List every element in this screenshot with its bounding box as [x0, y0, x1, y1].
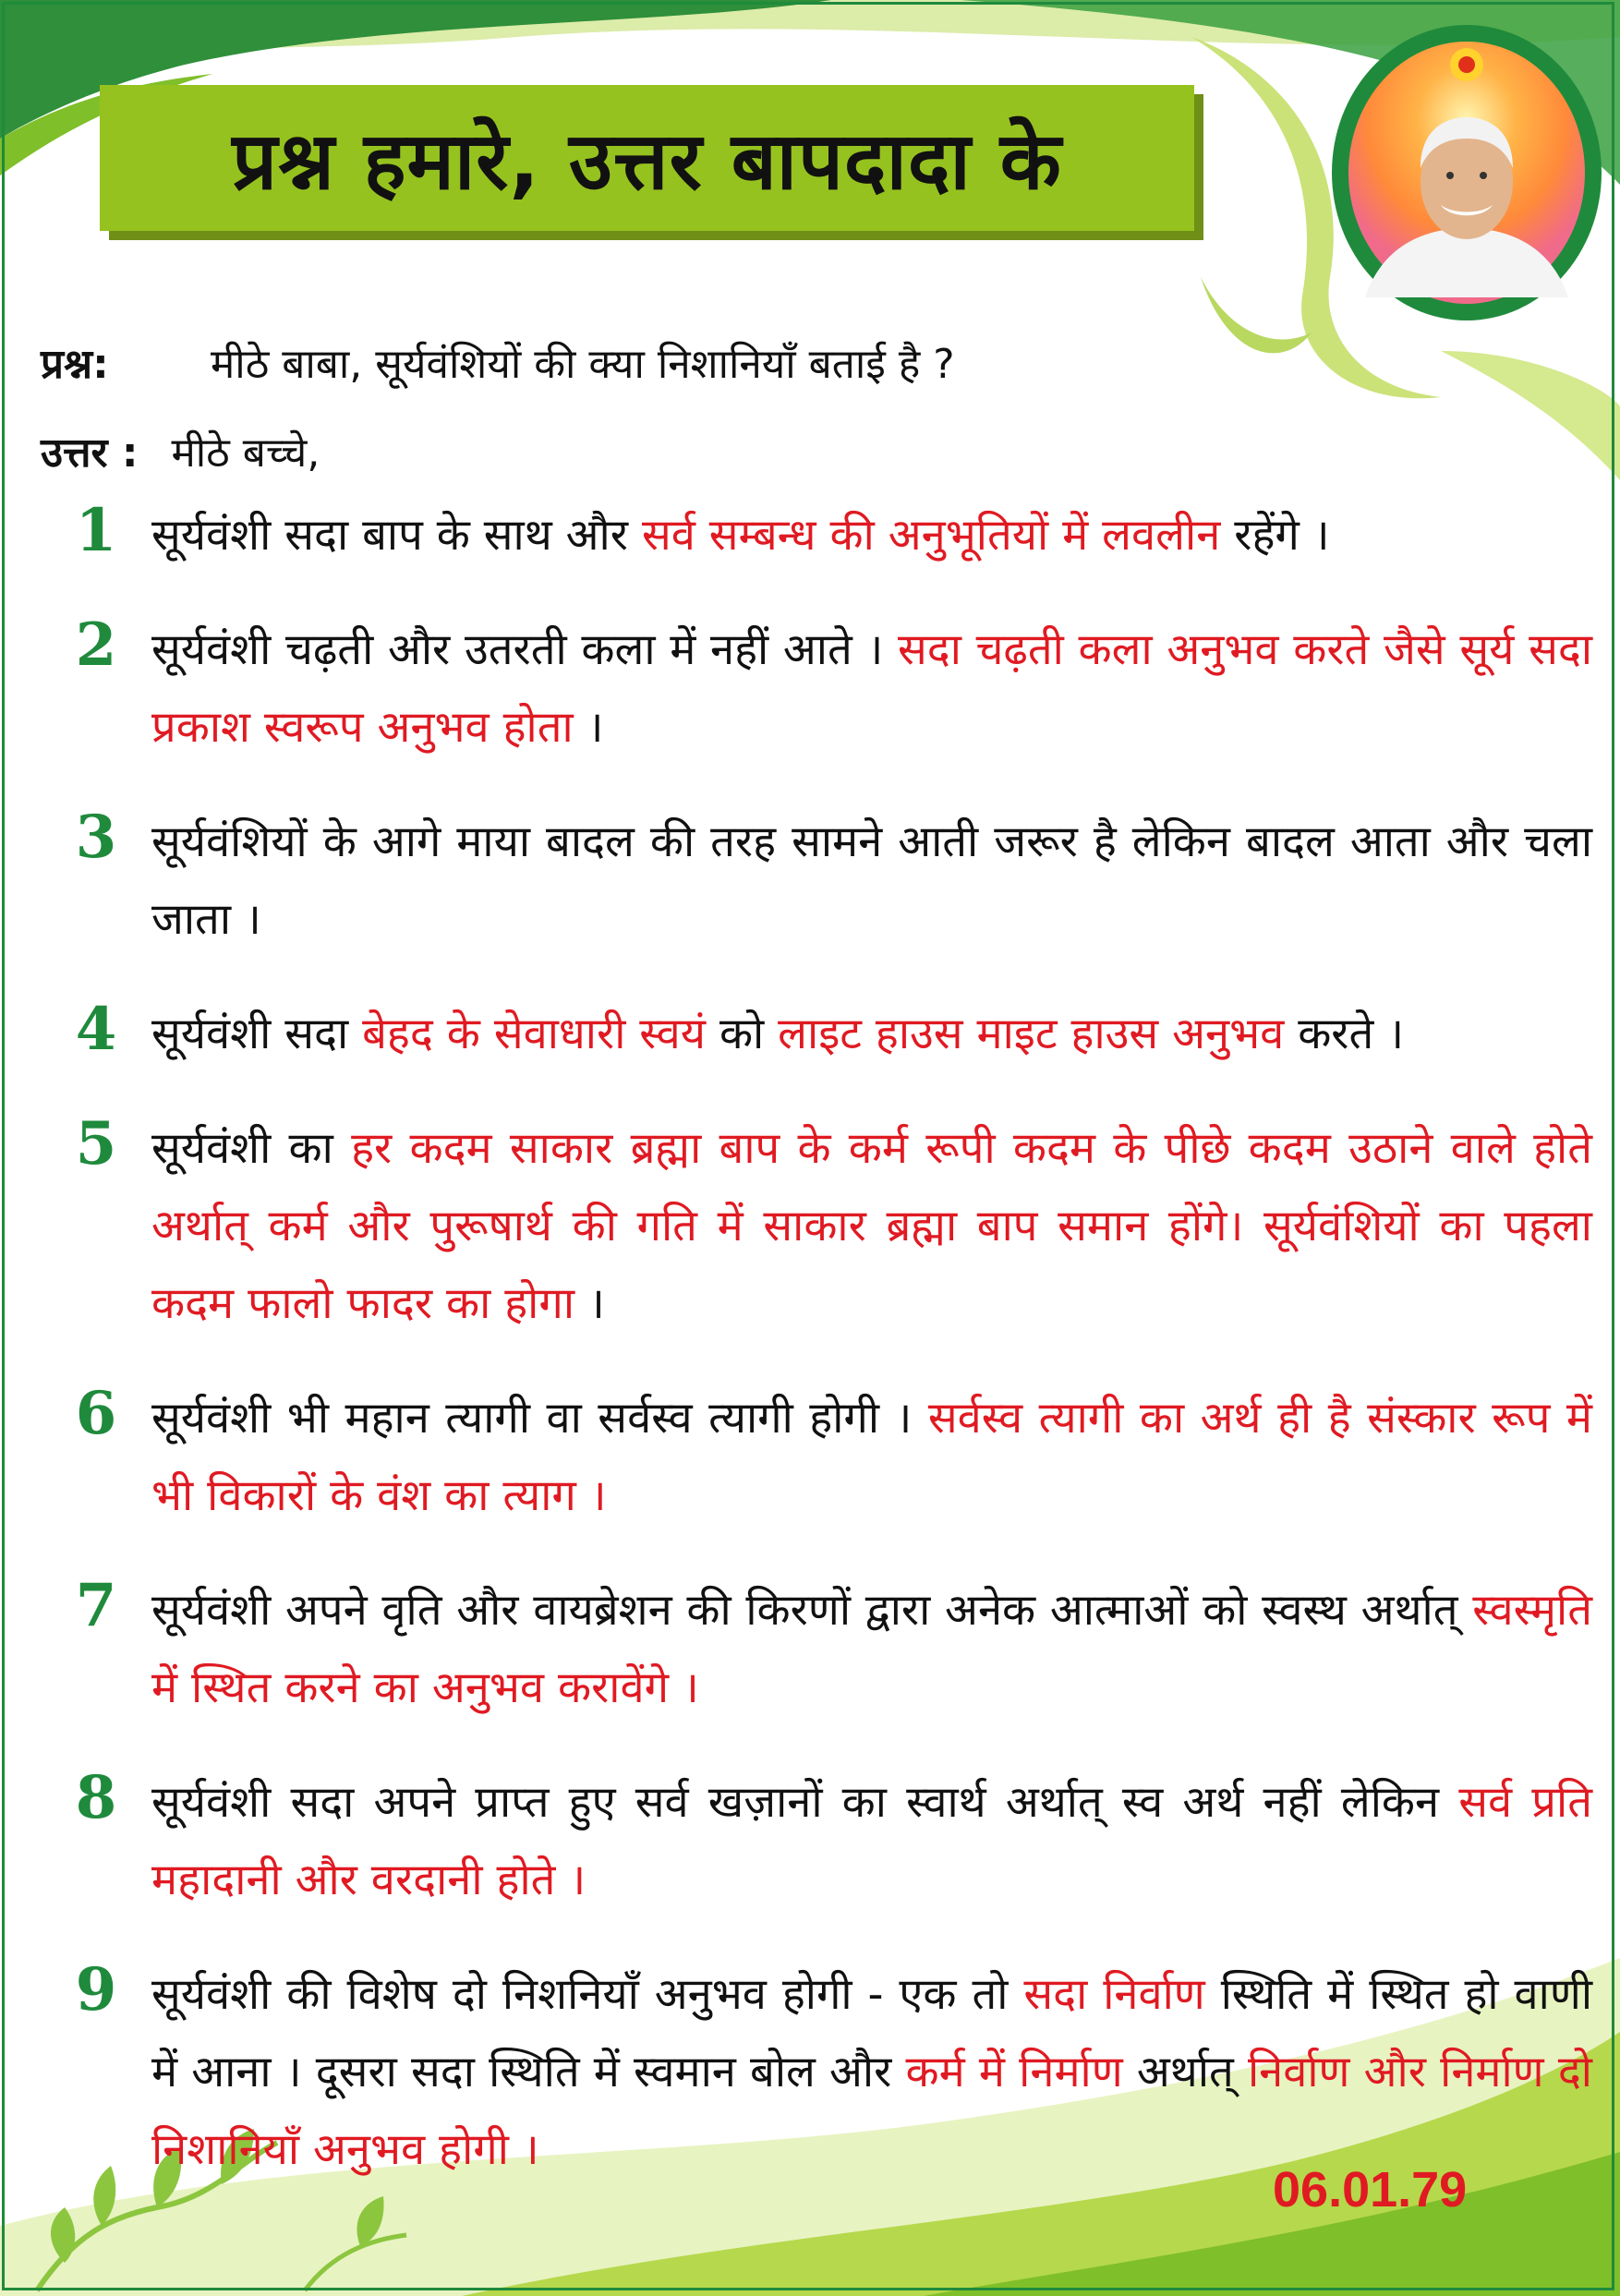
list-item	[41, 1110, 1592, 1343]
highlighted-text: कर्म में निर्माण	[905, 2047, 1123, 2097]
item-text	[151, 1380, 1592, 1535]
plain-text: करते ।	[1284, 1009, 1405, 1059]
plain-text: सूर्यवंशी चढ़ती और उतरती कला में नहीं आते ।	[151, 624, 898, 675]
plain-text: सूर्यवंशी अपने वृति और वायब्रेशन की किरणों द्वारा अनेक आत्माओं को स्वस्थ अर्थात्	[151, 1585, 1473, 1636]
list-item	[41, 996, 1592, 1073]
item-number: 9	[75, 1955, 117, 2024]
item-text	[151, 996, 1592, 1073]
highlighted-text: हर कदम साकार ब्रह्मा बाप के कर्म रूपी कदम के पीछे कदम उठाने वाले होते अर्थात् कर्म और पुरूषार्थ की गति में साकार ब्रह्मा बाप समान होंगे। सूर्यवंशियों का पहला कदम फालो फादर का होगा	[151, 1123, 1592, 1329]
list-item	[41, 1380, 1592, 1535]
plain-text: को	[706, 1009, 779, 1059]
highlighted-text: सर्वस्व त्यागी का अर्थ ही है संस्कार रूप में भी विकारों के वंश का त्याग ।	[151, 1393, 1593, 1521]
plain-text: स्थिति में स्थित हो वाणी में आना । दूसरा सदा स्थिति में स्वमान बोल और	[151, 1969, 1593, 2097]
plain-text: अर्थात्	[1122, 2047, 1248, 2097]
highlighted-text: सर्व सम्बन्ध की अनुभूतियों में लवलीन	[641, 510, 1221, 561]
item-number: 5	[75, 1109, 117, 1178]
plain-text: सूर्यवंशी सदा बाप के साथ और	[151, 510, 642, 561]
plain-text: सूर्यवंशी सदा	[151, 1009, 363, 1059]
page-title: प्रश्न हमारे, उत्तर बापदादा के	[232, 115, 1062, 208]
item-number: 2	[75, 610, 117, 680]
question-text: मीठे बाबा, सूर्यवंशियों की क्या निशानियाँ बताई है ?	[211, 341, 955, 388]
portrait-photo-icon	[1328, 20, 1605, 325]
item-number: 7	[75, 1571, 117, 1640]
plain-text: सूर्यवंशी भी महान त्यागी वा सर्वस्व त्यागी होगी ।	[151, 1393, 928, 1444]
answer-label: उत्तर :	[41, 429, 139, 477]
list-item	[41, 1572, 1592, 1727]
item-text	[151, 1956, 1592, 2189]
plain-text: ।	[574, 1278, 605, 1329]
plain-text: ।	[573, 702, 604, 753]
item-text	[151, 1110, 1592, 1343]
item-text	[151, 804, 1592, 959]
plain-text: सूर्यवंशी सदा अपने प्राप्त हुए सर्व खज़ानों का स्वार्थ अर्थात् स्व अर्थ नहीं लेकिन	[151, 1777, 1459, 1828]
title-banner	[100, 85, 1194, 231]
plain-text: सूर्यवंशियों के आगे माया बादल की तरह सामने आती जरूर है लेकिन बादल आता और चला जाता ।	[151, 816, 1592, 945]
item-text	[151, 1764, 1592, 1919]
item-text	[151, 497, 1592, 574]
highlighted-text: सर्व प्रति महादानी और वरदानी होते ।	[151, 1777, 1592, 1905]
highlighted-text: सदा चढ़ती कला अनुभव करते जैसे सूर्य सदा प्रकाश स्वरूप अनुभव होता	[151, 624, 1592, 753]
plain-text: सूर्यवंशी की विशेष दो निशनियाँ अनुभव होगी - एक तो	[151, 1969, 1024, 2020]
item-number: 1	[75, 496, 117, 565]
highlighted-text: बेहद के सेवाधारी स्वयं	[362, 1009, 706, 1059]
item-text	[151, 611, 1592, 767]
answer-row	[41, 423, 320, 478]
question-row	[41, 334, 955, 390]
item-number: 4	[75, 995, 117, 1064]
highlighted-text: स्वस्मृति में स्थित करने का अनुभव करावेंगे ।	[151, 1585, 1592, 1713]
highlighted-text: लाइट हाउस माइट हाउस अनुभव	[778, 1009, 1285, 1059]
question-label: प्रश्न:	[41, 341, 109, 388]
answer-points-list	[41, 497, 1592, 2226]
plain-text: रहेंगे ।	[1220, 510, 1330, 561]
list-item	[41, 804, 1592, 959]
highlighted-text: सदा निर्वाण	[1023, 1969, 1205, 2020]
item-number: 8	[75, 1763, 117, 1832]
item-number: 3	[75, 803, 117, 872]
highlighted-text: निर्वाण और निर्माण दो निशानियाँ अनुभव होगी ।	[151, 2047, 1592, 2175]
answer-text: मीठे बच्चे,	[171, 429, 320, 477]
list-item	[41, 497, 1592, 574]
item-text	[151, 1572, 1592, 1727]
list-item	[41, 611, 1592, 767]
list-item	[41, 1764, 1592, 1919]
item-number: 6	[75, 1379, 117, 1448]
list-item	[41, 1956, 1592, 2189]
date-label: 06.01.79	[1273, 2162, 1468, 2217]
plain-text: सूर्यवंशी का	[151, 1123, 352, 1174]
